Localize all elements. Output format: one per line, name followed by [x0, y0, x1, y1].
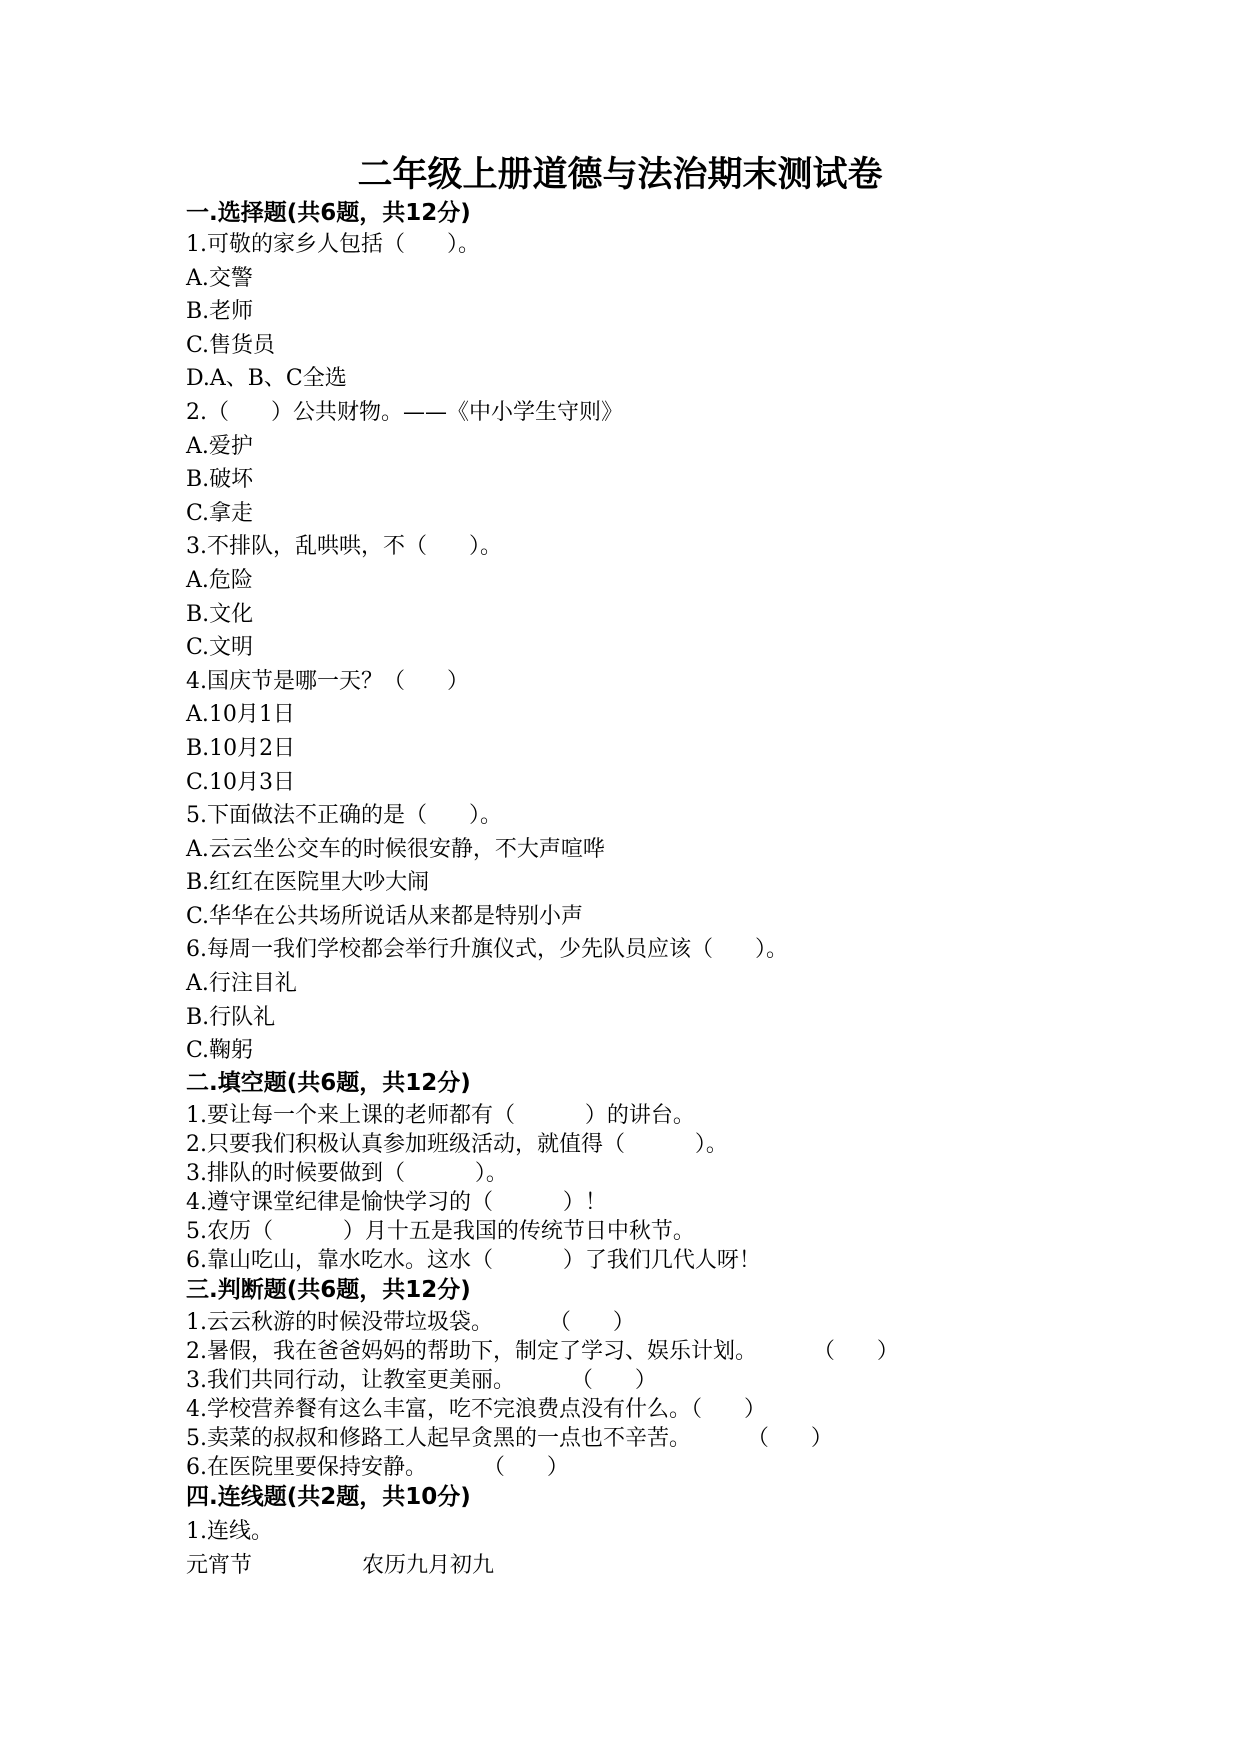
question-line: 2.只要我们积极认真参加班级活动，就值得（ ）。: [186, 1131, 728, 1157]
option-line: C.10月3日: [186, 769, 296, 795]
section-fill-in-blank: [186, 1068, 1186, 1275]
question-line: 6.每周一我们学校都会举行升旗仪式，少先队员应该（ ）。: [186, 937, 788, 963]
question-line: 1.可敬的家乡人包括（ ）。: [186, 232, 480, 257]
section-heading: 三.判断题(共6题，共12分): [186, 1276, 471, 1303]
section-heading: 四.连线题(共2题，共10分): [186, 1483, 471, 1510]
option-line: B.行队礼: [186, 1004, 276, 1030]
option-line: A.行注目礼: [186, 971, 297, 997]
exam-content: [186, 198, 1186, 1584]
question-line: 6.在医院里要保持安静。 （ ）: [186, 1454, 569, 1480]
option-line: B.文化: [186, 601, 254, 627]
question-line: 5.下面做法不正确的是（ ）。: [186, 803, 502, 829]
question-line: 4.遵守课堂纪律是愉快学习的（ ）！: [186, 1189, 607, 1215]
matching-right-item: 农历九月初九: [362, 1552, 495, 1578]
option-line: C.华华在公共场所说话从来都是特别小声: [186, 903, 584, 929]
question-line: 2.暑假，我在爸爸妈妈的帮助下，制定了学习、娱乐计划。 （ ）: [186, 1338, 899, 1364]
section-heading: 二.填空题(共6题，共12分): [186, 1069, 471, 1096]
option-line: C.售货员: [186, 332, 276, 358]
question-line: 3.我们共同行动，让教室更美丽。 （ ）: [186, 1367, 657, 1393]
option-line: A.危险: [186, 567, 253, 593]
option-line: A.交警: [186, 265, 253, 291]
section-multiple-choice: [186, 198, 1186, 1068]
question-line: 3.排队的时候要做到（ ）。: [186, 1160, 508, 1186]
section-matching: [186, 1482, 1186, 1584]
section-true-false: [186, 1275, 1186, 1482]
question-line: 2.（ ）公共财物。——《中小学生守则》: [186, 399, 623, 425]
option-line: C.拿走: [186, 500, 254, 526]
option-line: A.云云坐公交车的时候很安静，不大声喧哗: [186, 836, 605, 862]
question-line: 6.靠山吃山，靠水吃水。这水（ ）了我们几代人呀！: [186, 1247, 761, 1273]
page-title: 二年级上册道德与法治期末测试卷: [357, 155, 883, 195]
option-line: D.A、B、C全选: [186, 366, 347, 392]
option-line: C.鞠躬: [186, 1038, 254, 1064]
question-line: 1.要让每一个来上课的老师都有（ ）的讲台。: [186, 1102, 695, 1128]
question-line: 4.国庆节是哪一天？（ ）: [186, 668, 469, 694]
section-heading: 一.选择题(共6题，共12分): [186, 200, 471, 226]
option-line: A.爱护: [186, 433, 253, 459]
option-line: B.红红在医院里大吵大闹: [186, 870, 430, 896]
matching-left-item: 元宵节: [186, 1552, 253, 1578]
option-line: B.10月2日: [186, 735, 296, 761]
question-line: 5.卖菜的叔叔和修路工人起早贪黑的一点也不辛苦。 （ ）: [186, 1425, 833, 1451]
option-line: B.破坏: [186, 467, 254, 493]
question-line: 1.连线。: [186, 1518, 273, 1544]
matching-pair: [186, 1548, 1186, 1584]
question-line: 3.不排队，乱哄哄，不（ ）。: [186, 534, 502, 560]
question-line: 5.农历（ ）月十五是我国的传统节日中秋节。: [186, 1218, 695, 1244]
question-line: 4.学校营养餐有这么丰富，吃不完浪费点没有什么。（ ）: [186, 1396, 766, 1422]
option-line: B.老师: [186, 299, 254, 325]
option-line: A.10月1日: [186, 702, 295, 728]
question-line: 1.云云秋游的时候没带垃圾袋。 （ ）: [186, 1309, 635, 1335]
option-line: C.文明: [186, 635, 254, 661]
